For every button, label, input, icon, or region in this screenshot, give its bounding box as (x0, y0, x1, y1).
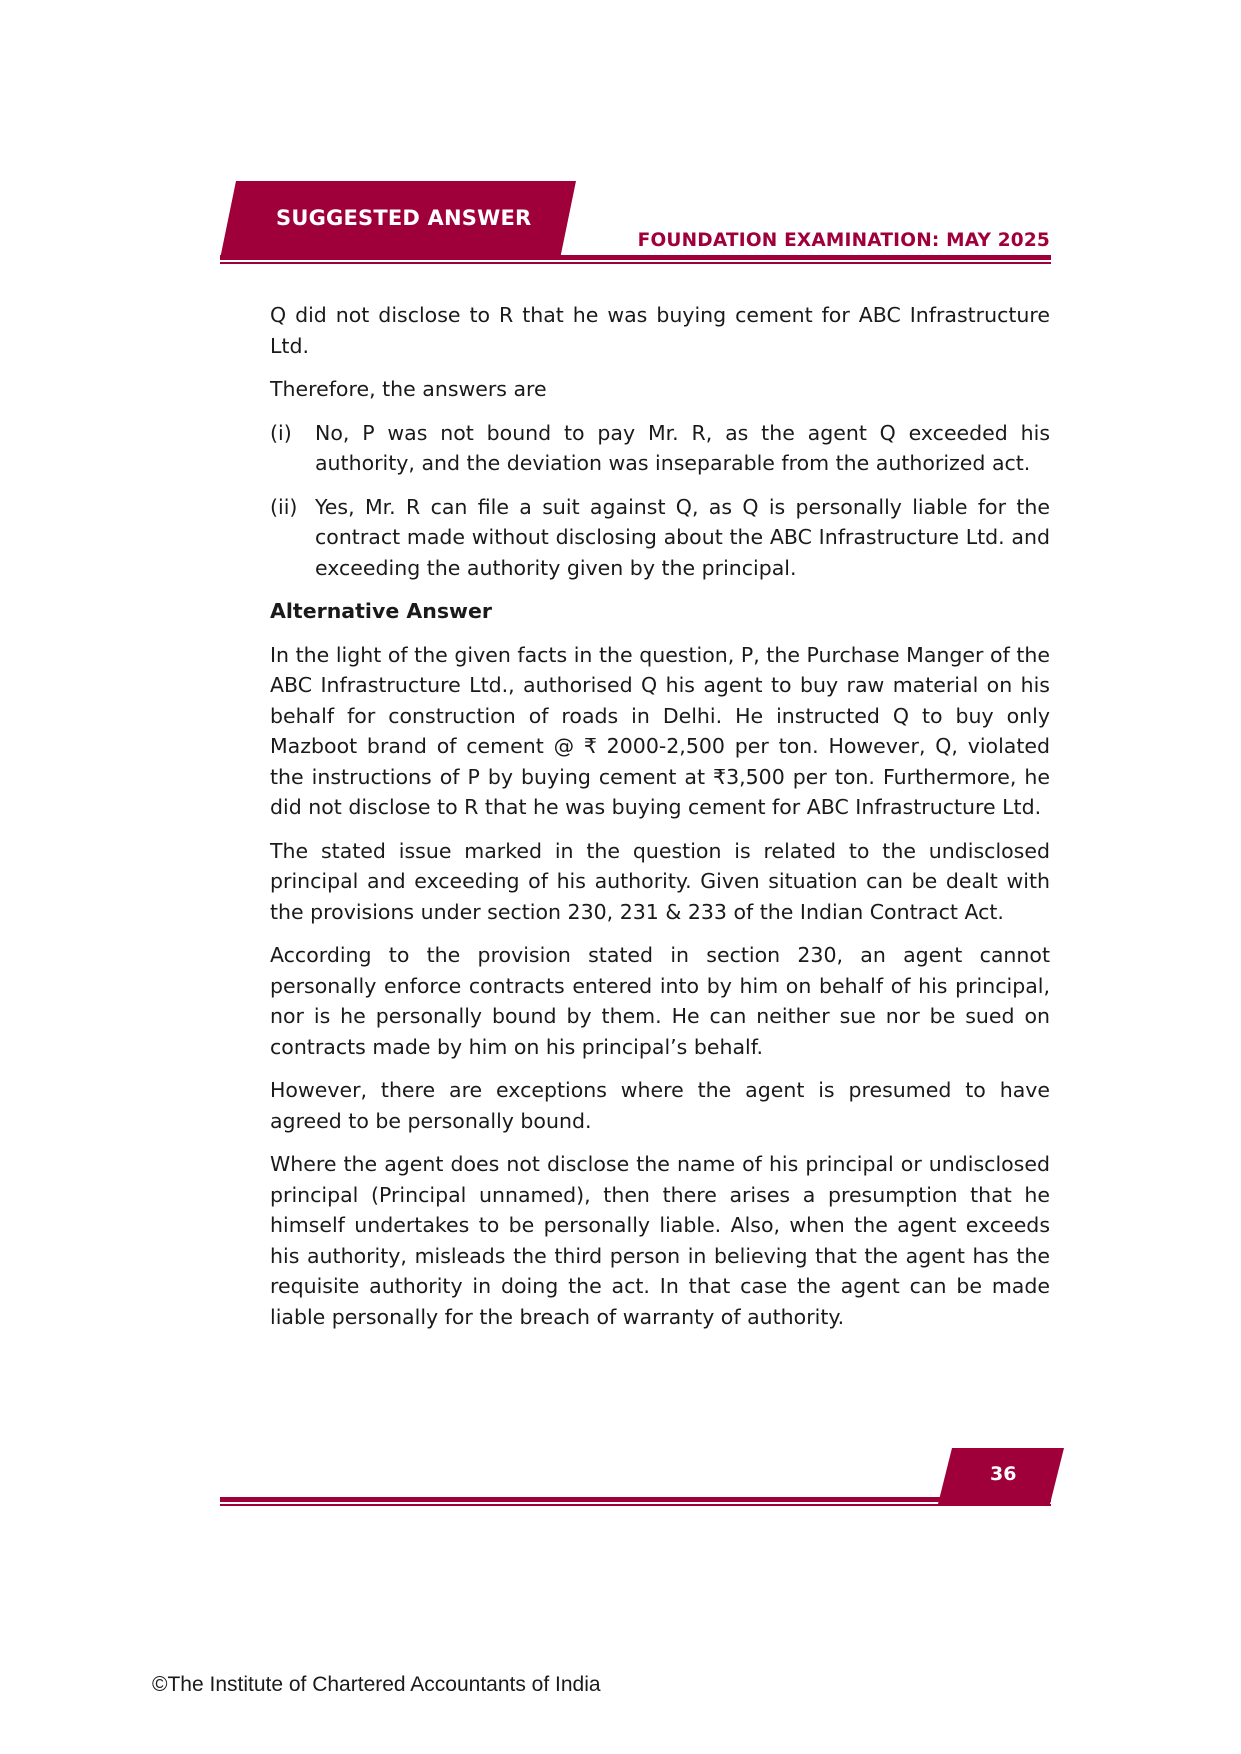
paragraph: Where the agent does not disclose the name of his principal or undisclosed principal (Principal unnamed), then there arises a presumption that he himself undertakes to be personally liable. Also, when the agent exceeds his authority, misleads the third person in believing that the agent has the requisite authority in doing the act. In that case the agent can be made liable personally for the breach of warranty of authority. (270, 1152, 1050, 1329)
header-rule (220, 255, 1051, 260)
answer-text: Yes, Mr. R can file a suit against Q, as Q is personally liable for the contract made without disclosing about the ABC Infrastructure Ltd. and exceeding the authority given by the principal. (315, 494, 1050, 580)
paragraph: Therefore, the answers are (270, 377, 547, 401)
footer-rule (220, 1497, 1051, 1502)
answer-item (270, 418, 1050, 479)
footer-rule-thin (220, 1504, 1051, 1506)
paragraph: According to the provision stated in section 230, an agent cannot personally enforce contracts entered into by him on behalf of his principal, nor is he personally bound by them. He can neither sue nor be sued on contracts made by him on his principal’s behalf. (270, 943, 1050, 1059)
paragraph: However, there are exceptions where the agent is presumed to have agreed to be personally bound. (270, 1078, 1050, 1133)
paragraph: In the light of the given facts in the question, P, the Purchase Manger of the ABC Infrastructure Ltd., authorised Q his agent to buy raw material on his behalf for construction of roads in Delhi. He instructed Q to buy only Mazboot brand of cement @ ₹ 2000-2,500 per ton. However, Q, violated the instructions of P by buying cement at ₹3,500 per ton. Furthermore, he did not disclose to R that he was buying cement for ABC Infrastructure Ltd. (270, 642, 1050, 819)
alternative-answer-heading: Alternative Answer (270, 599, 492, 623)
page-number: 36 (990, 1463, 1017, 1485)
exam-title: FOUNDATION EXAMINATION: MAY 2025 (637, 230, 1050, 251)
answer-number: (i) (270, 420, 292, 445)
header-tab-label: SUGGESTED ANSWER (276, 206, 532, 230)
paragraph: Q did not disclose to R that he was buying cement for ABC Infrastructure Ltd. (270, 303, 1050, 358)
document-body (270, 300, 1050, 1345)
paragraph: The stated issue marked in the question is related to the undisclosed principal and exceeding of his authority. Given situation can be dealt with the provisions under section 230, 231 & 233 of the Indian Contract Act. (270, 838, 1050, 924)
answer-number: (ii) (270, 494, 298, 519)
answer-item (270, 492, 1050, 584)
answer-text: No, P was not bound to pay Mr. R, as the agent Q exceeded his authority, and the deviation was inseparable from the authorized act. (315, 420, 1050, 475)
header-rule-thin (220, 262, 1051, 264)
copyright-notice: ©The Institute of Chartered Accountants of India (152, 1673, 601, 1696)
